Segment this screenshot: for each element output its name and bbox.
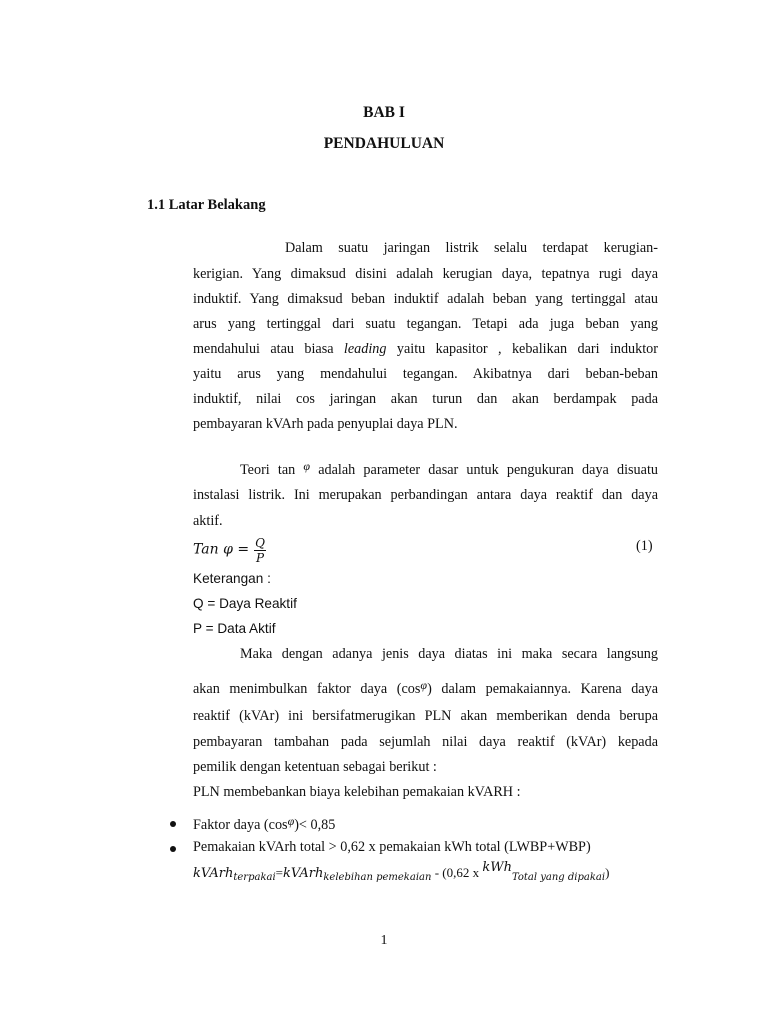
bullet1-text-before: Faktor daya (cos — [193, 817, 288, 833]
chapter-title: PENDAHULUAN — [323, 135, 445, 152]
paragraph1-line8: pembayaran kVArh pada penyuplai daya PLN. — [193, 416, 458, 432]
paragraph3-line5: pemilik dengan ketentuan sebagai berikut : — [193, 759, 437, 775]
paragraph3-line1: Maka dengan adanya jenis daya diatas ini maka secara langsung — [240, 646, 658, 662]
formula-term3: kWh — [482, 860, 512, 875]
paragraph1-line4: arus yang tertinggal dari suatu tegangan. Tetapi ada juga beban yang — [193, 316, 658, 332]
paragraph1-line2: kerigian. Yang dimaksud disini adalah kerugian daya, tepatnya rugi daya — [193, 266, 658, 282]
bullet-marker — [170, 846, 176, 852]
equation-number: (1) — [636, 538, 653, 554]
equation-numerator: Q — [255, 536, 265, 550]
bullet-item-power-factor — [193, 814, 335, 834]
keterangan-item-q: Q = Daya Reaktif — [193, 596, 297, 611]
paragraph1-line5-after: yaitu kapasitor , kebalikan dari induktor — [396, 341, 658, 357]
paragraph2-text-after: adalah parameter dasar untuk pengukuran daya disuatu — [318, 462, 658, 478]
bullet1-text-after: )< 0,85 — [294, 817, 336, 833]
paragraph3-line4: pembayaran tambahan pada sejumlah nilai daya reaktif (kVAr) kepada — [193, 734, 658, 750]
chapter-number: BAB I — [363, 104, 405, 121]
paragraph2-line2: instalasi listrik. Ini merupakan perbandingan antara daya reaktif dan daya — [193, 487, 658, 503]
phi-symbol: φ — [303, 459, 311, 473]
paragraph1-line1: Dalam suatu jaringan listrik selalu terdapat kerugian- — [285, 240, 658, 256]
phi-symbol: φ — [287, 814, 295, 828]
bullet-marker — [170, 821, 176, 827]
paragraph3-text-after: ) dalam pemakaiannya. Karena daya — [427, 681, 658, 697]
paragraph3-line2 — [193, 678, 658, 698]
pln-charge-line: PLN membebankan biaya kelebihan pemakaian kVARH : — [193, 784, 521, 800]
paragraph3-text-before: akan menimbulkan faktor daya (cos — [193, 681, 421, 697]
formula-term2-sub: kelebihan pemekaian — [323, 872, 432, 883]
phi-symbol: φ — [420, 678, 428, 692]
paragraph3-line3: reaktif (kVAr) ini bersifatmerugikan PLN akan memberikan denda berupa — [193, 708, 658, 724]
paragraph1-line3: induktif. Yang dimaksud beban induktif adalah beban yang tertinggal atau — [193, 291, 658, 307]
formula-term1-sub: terpakai — [233, 872, 276, 883]
paragraph2-text-before: Teori tan — [240, 462, 296, 478]
formula-middle: - (0,62 x — [434, 865, 480, 880]
equation-lhs: Tan φ = — [193, 541, 250, 558]
page-number: 1 — [380, 933, 388, 948]
paragraph1-line5 — [193, 341, 658, 358]
equation-fraction — [254, 537, 266, 564]
paragraph1-line7: induktif, nilai cos jaringan akan turun dan akan berdampak pada — [193, 391, 658, 407]
paragraph2-line1 — [240, 459, 658, 479]
formula-term3-sub: Total yang dipakai — [511, 872, 606, 883]
section-heading: 1.1 Latar Belakang — [147, 197, 266, 213]
leading-term: leading — [343, 341, 387, 357]
formula-term1: kVArh — [193, 866, 234, 881]
keterangan-item-p: P = Data Aktif — [193, 621, 276, 636]
equation-denominator: P — [255, 551, 265, 565]
bullet-item-kvarh-total: Pemakaian kVArh total > 0,62 x pemakaian kWh total (LWBP+WBP) — [193, 839, 591, 855]
formula-term2: kVArh — [283, 866, 324, 881]
keterangan-label: Keterangan : — [193, 571, 271, 586]
kvarh-formula — [193, 860, 609, 883]
tan-phi-equation — [193, 537, 266, 564]
formula-equals: = — [275, 865, 284, 880]
paragraph1-line6: yaitu arus yang mendahului tegangan. Akibatnya dari beban-beban — [193, 366, 658, 382]
paragraph2-line3: aktif. — [193, 513, 223, 529]
paragraph1-line5-before: mendahului atau biasa — [193, 341, 334, 357]
formula-close: ) — [605, 865, 610, 880]
